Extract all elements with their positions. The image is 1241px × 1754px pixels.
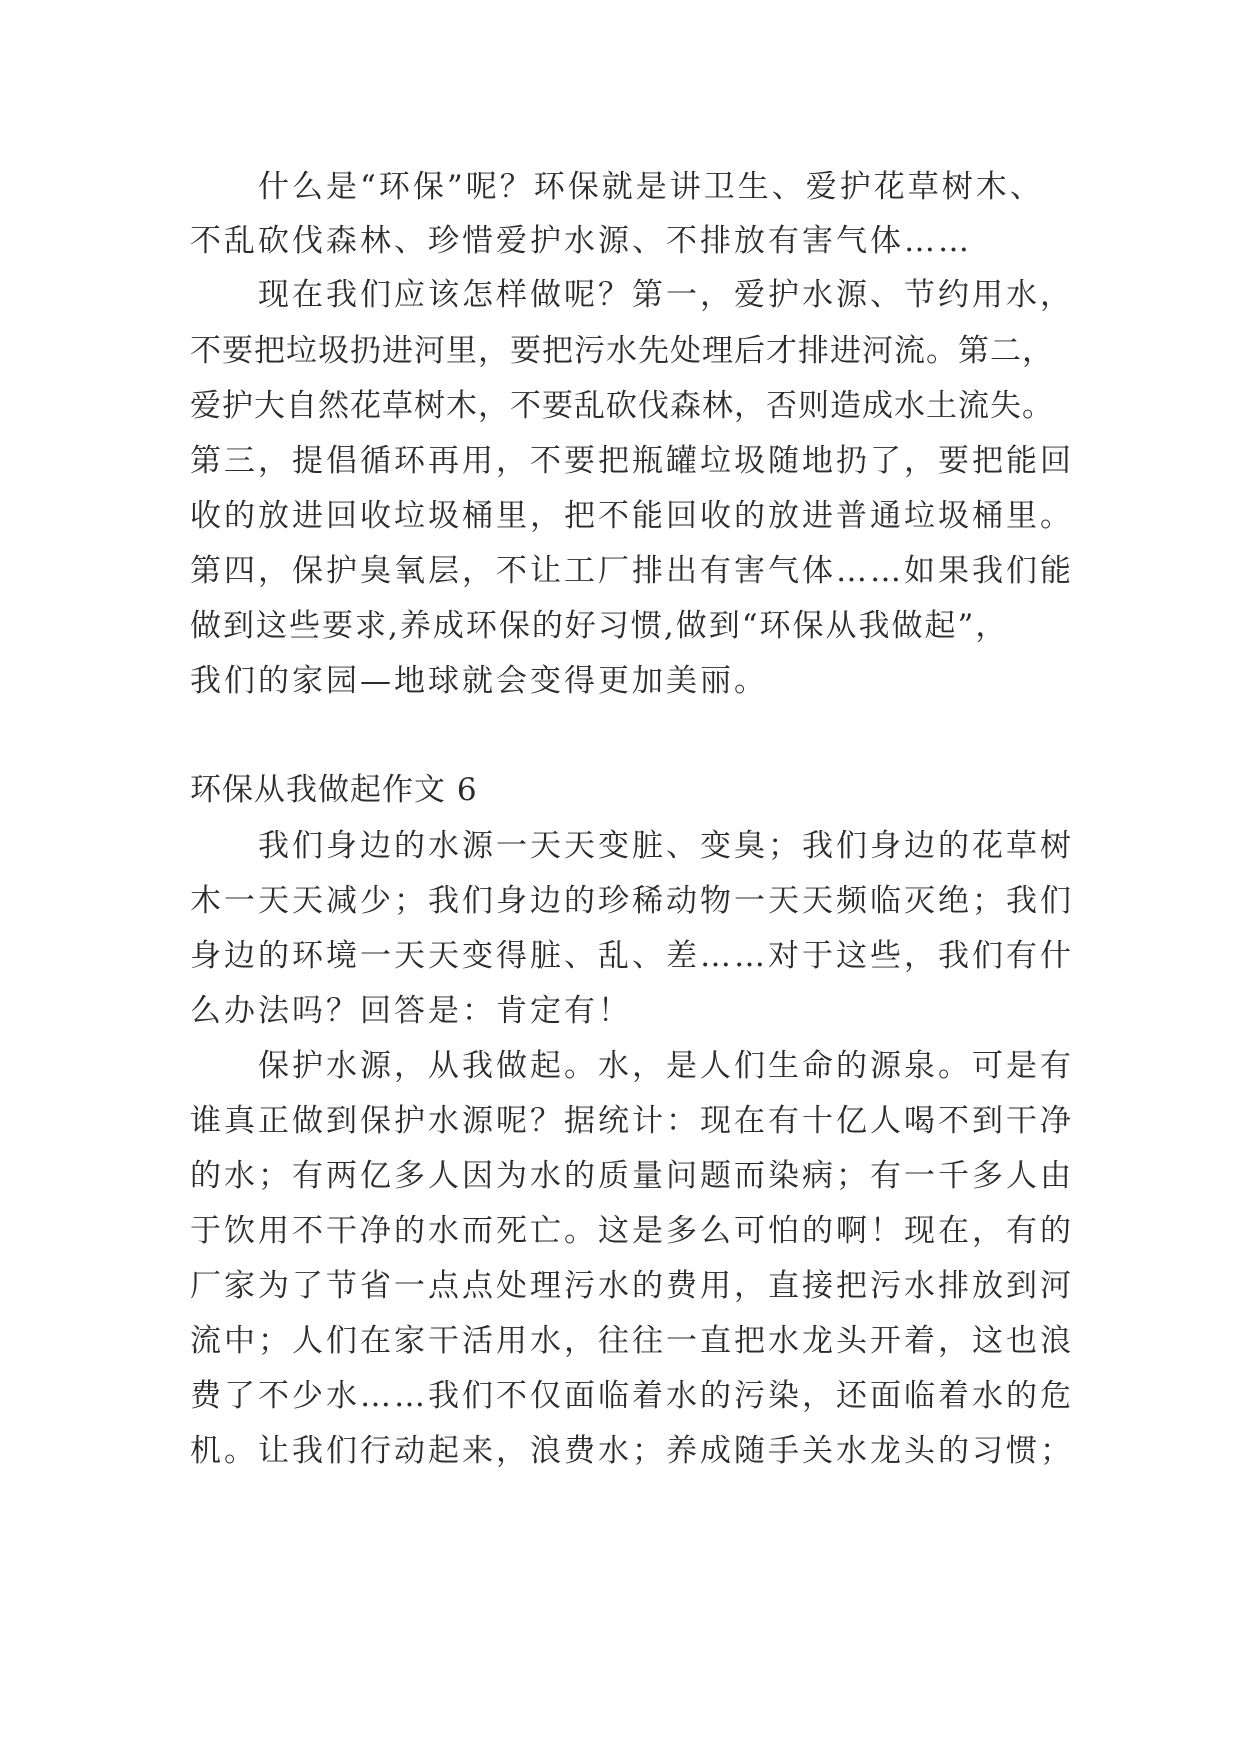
paragraph-line: 机。让我们行动起来，浪费水；养成随手关水龙头的习惯； [190,1433,1074,1469]
paragraph-line: 不要把垃圾扔进河里，要把污水先处理后才排进河流。第二， [190,333,1054,369]
paragraph-line: 流中；人们在家干活用水，往往一直把水龙头开着，这也浪 [190,1323,1074,1359]
paragraph-line: 于饮用不干净的水而死亡。这是多么可怕的啊！现在，有的 [190,1213,1074,1249]
paragraph-line: 身边的环境一天天变得脏、乱、差……对于这些，我们有什 [190,938,1074,974]
paragraph-line: 什么是“环保”呢？环保就是讲卫生、爱护花草树木、 [258,169,1044,205]
paragraph-line: 做到这些要求,养成环保的好习惯,做到“环保从我做起”， [190,608,1009,644]
paragraph-line: 爱护大自然花草树木，不要乱砍伐森林，否则造成水土流失。 [190,388,1054,424]
paragraph-line: 费了不少水……我们不仅面临着水的污染，还面临着水的危 [190,1378,1074,1414]
paragraph-line: 的水；有两亿多人因为水的质量问题而染病；有一千多人由 [190,1158,1074,1194]
paragraph-line: 谁真正做到保护水源呢？据统计：现在有十亿人喝不到干净 [190,1103,1074,1139]
paragraph-line: 保护水源，从我做起。水，是人们生命的源泉。可是有 [258,1048,1074,1084]
paragraph-line: 第四，保护臭氧层，不让工厂排出有害气体……如果我们能 [190,553,1074,589]
paragraph-line: 收的放进回收垃圾桶里，把不能回收的放进普通垃圾桶里。 [190,498,1074,534]
paragraph-line: 我们的家园—地球就会变得更加美丽。 [190,663,768,699]
section-heading: 环保从我做起作文 6 [190,772,478,808]
paragraph-line: 木一天天减少；我们身边的珍稀动物一天天频临灭绝；我们 [190,883,1074,919]
paragraph-line: 我们身边的水源一天天变脏、变臭；我们身边的花草树 [258,828,1074,864]
paragraph-line: 第三，提倡循环再用，不要把瓶罐垃圾随地扔了，要把能回 [190,443,1074,479]
paragraph-line: 么办法吗？回答是：肯定有！ [190,993,632,1029]
paragraph-line: 不乱砍伐森林、珍惜爱护水源、不排放有害气体…… [190,223,972,259]
paragraph-line: 厂家为了节省一点点处理污水的费用，直接把污水排放到河 [190,1268,1074,1304]
paragraph-line: 现在我们应该怎样做呢？第一，爱护水源、节约用水， [258,277,1074,313]
